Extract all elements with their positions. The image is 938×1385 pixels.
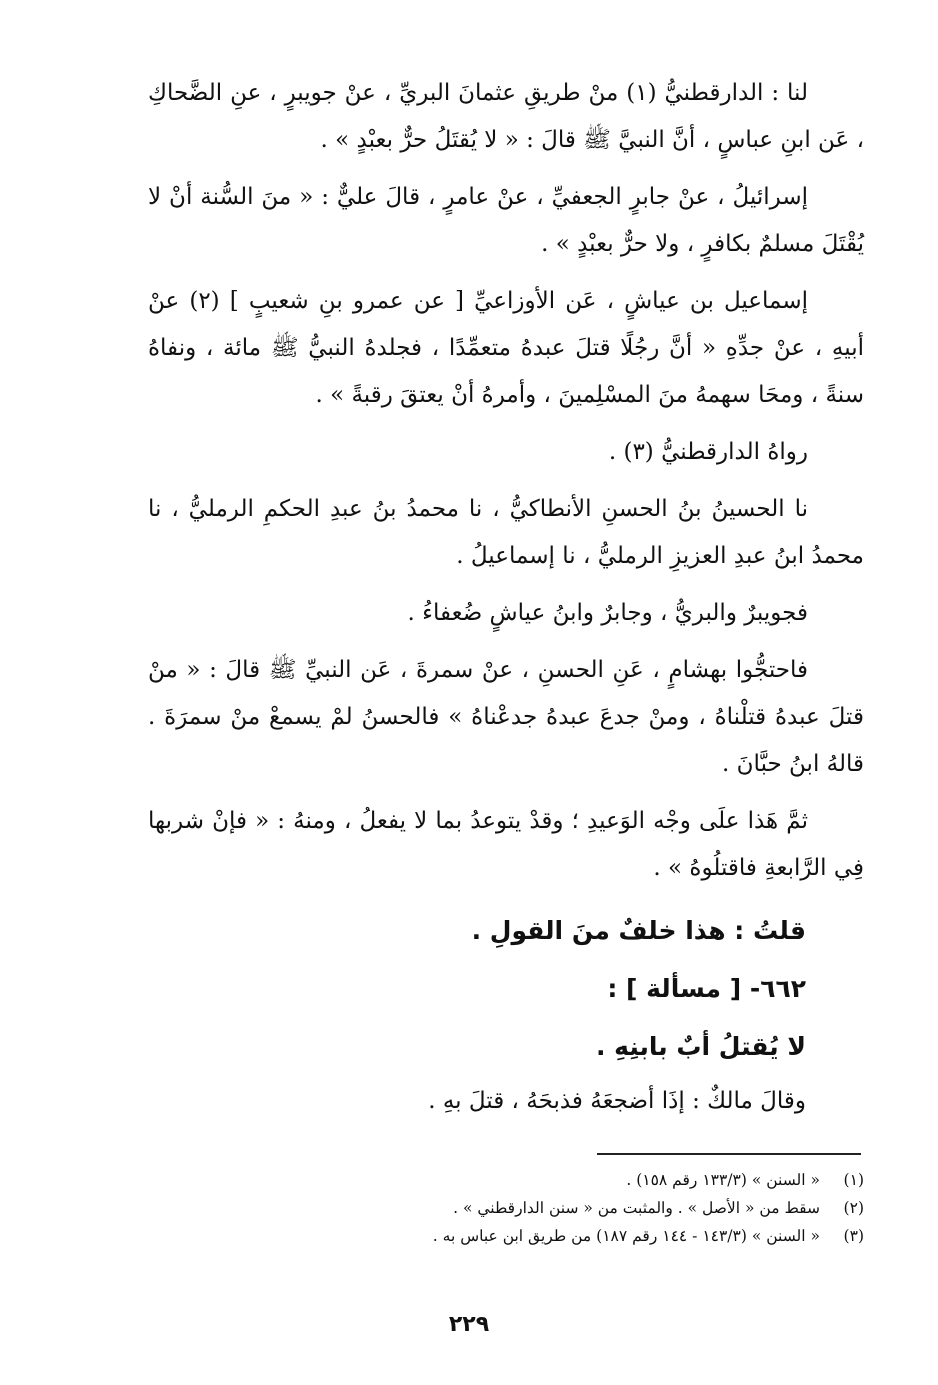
paragraph-6-text: فجويبرٌ والبريُّ ، وجابرٌ وابنُ عياشٍ ضُعفاءُ . xyxy=(407,600,808,626)
paragraph-1 xyxy=(148,70,864,164)
paragraph-7-text: فاحتجُّوا بهشامٍ ، عَنِ الحسنِ ، عنْ سمرةَ ، عَن النبيِّ ﷺ قالَ : « منْ قتلَ عبدهُ قتلْناهُ ، ومنْ جدعَ عبدهُ جدعْناهُ » فالحسنُ لمْ يسمعْ منْ سمرَةَ . قالهُ ابنُ حبَّانَ . xyxy=(148,657,864,777)
footnote-number: (١) xyxy=(843,1171,864,1189)
footnote-text: سقط من « الأصل » . والمثبت من « سنن الدارقطني » . xyxy=(453,1199,820,1217)
paragraph-4-text: رواهُ الدارقطنيُّ (٣) . xyxy=(608,439,808,465)
footnote-text: « السنن » (١٤٣/٣ - ١٤٤ رقم ١٨٧) من طريق ابن عباس به . xyxy=(432,1227,820,1245)
paragraph-6 xyxy=(148,590,864,637)
paragraph-7 xyxy=(148,647,864,788)
issue-number-heading: ٦٦٢- [ مسألة ] : xyxy=(607,974,806,1003)
footnote-1 xyxy=(148,1166,864,1194)
paragraph-5 xyxy=(148,486,864,580)
footnote-number: (٣) xyxy=(843,1227,864,1245)
paragraph-3 xyxy=(148,278,864,419)
paragraph-2 xyxy=(148,174,864,268)
remark-heading: قلتُ : هذا خلفٌ منَ القولِ . xyxy=(471,916,806,945)
footnote-text: « السنن » (١٣٣/٣ رقم ١٥٨) . xyxy=(626,1171,820,1189)
footnote-2 xyxy=(148,1194,864,1222)
page-number: ٢٢٩ xyxy=(448,1312,490,1337)
page-body xyxy=(148,70,864,1135)
paragraph-1-text: لنا : الدارقطنيُّ (١) منْ طريقِ عثمانَ البريِّ ، عنْ جويبرٍ ، عنِ الضَّحاكِ ، عَن ابنِ عباسٍ ، أنَّ النبيَّ ﷺ قالَ : « لا يُقتَلُ حرٌّ بعبْدٍ » . xyxy=(148,80,864,153)
footnote-number: (٢) xyxy=(843,1199,864,1217)
issue-title-heading: لا يُقتلُ أبٌ بابنِهِ . xyxy=(595,1032,806,1061)
paragraph-8 xyxy=(148,798,864,892)
paragraph-5-text: نا الحسينُ بنُ الحسنِ الأنطاكيُّ ، نا محمدُ بنُ عبدِ الحكمِ الرمليُّ ، نا محمدُ ابنُ عبدِ العزيزِ الرمليُّ ، نا إسماعيلُ . xyxy=(148,496,864,569)
footnotes xyxy=(148,1166,864,1250)
footnote-3 xyxy=(148,1222,864,1250)
paragraph-9: وقالَ مالكٌ : إذَا أضجعَهُ فذبحَهُ ، قتلَ بهِ . xyxy=(428,1088,806,1114)
paragraph-8-text: ثمَّ هَذا علَى وجْه الوَعيدِ ؛ وقدْ يتوعدُ بما لا يفعلُ ، ومنهُ : « فإنْ شربها فِي الرَّابعةِ فاقتلُوهُ » . xyxy=(148,808,864,881)
paragraph-2-text: إسرائيلُ ، عنْ جابرٍ الجعفيِّ ، عنْ عامرٍ ، قالَ عليٌّ : « منَ السُّنة أنْ لا يُقْتَلَ مسلمٌ بكافرٍ ، ولا حرٌّ بعبْدٍ » . xyxy=(148,184,864,257)
paragraph-4 xyxy=(148,429,864,476)
footnote-separator xyxy=(597,1153,861,1155)
paragraph-3-text: إسماعيل بن عياشٍ ، عَن الأوزاعيِّ [ عن عمرو بنِ شعيبٍ ] (٢) عنْ أبيهِ ، عنْ جدِّهِ « أنَّ رجُلًا قتلَ عبدهُ متعمِّدًا ، فجلدهُ النبيُّ ﷺ مائة ، ونفاهُ سنةً ، ومحَا سهمهُ منَ المسْلِمينَ ، وأمرهُ أنْ يعتقَ رقبةً » . xyxy=(148,288,864,408)
